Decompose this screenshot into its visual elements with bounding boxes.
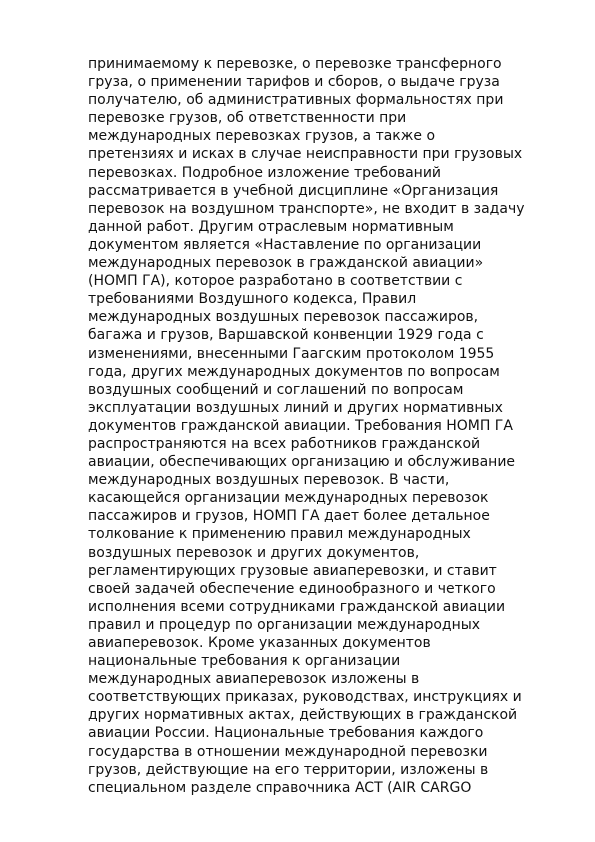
text-line: авиации России. Национальные требования каждого	[88, 725, 484, 742]
text-line: изменениями, внесенными Гаагским протоколом 1955	[88, 345, 495, 362]
text-line: получателю, об административных формальностях при	[88, 92, 504, 109]
text-line: толкование к применению правил международных	[88, 526, 471, 543]
text-line: претензиях и исках в случае неисправности при грузовых	[88, 146, 523, 163]
text-line: рассматривается в учебной дисциплине «Организация	[88, 182, 499, 199]
text-line: воздушных сообщений и соглашений по вопросам	[88, 381, 464, 398]
text-line: воздушных перевозок и других документов,	[88, 544, 420, 561]
text-line: других нормативных актах, действующих в гражданской	[88, 707, 518, 724]
text-line: специальном разделе справочника ACT (AIR CARGO	[88, 779, 472, 796]
text-line: документом является «Наставление по организации	[88, 236, 482, 253]
text-line: принимаемому к перевозке, о перевозке трансферного	[88, 56, 502, 72]
text-line: международных воздушных перевозок. В части,	[88, 472, 450, 489]
text-line: багажа и грузов, Варшавской конвенции 1929 года с	[88, 327, 484, 344]
body-text	[88, 55, 558, 797]
text-line: перевозках. Подробное изложение требований	[88, 164, 442, 181]
text-line: международных воздушных перевозок пассажиров,	[88, 309, 479, 326]
text-line: перевозке грузов, об ответственности при	[88, 110, 407, 127]
text-line: года, других международных документов по вопросам	[88, 363, 500, 380]
text-line: эксплуатации воздушных линий и других нормативных	[88, 399, 503, 416]
text-line: авиаперевозок. Кроме указанных документов	[88, 635, 431, 651]
text-line: перевозок на воздушном транспорте», не входит в задачу	[88, 200, 525, 217]
text-line: исполнения всеми сотрудниками гражданской авиации	[88, 598, 506, 615]
text-line: государства в отношении международной перевозки	[88, 743, 488, 760]
text-line: национальные требования к организации	[88, 653, 401, 670]
text-line: пассажиров и грузов, НОМП ГА дает более детальное	[88, 508, 490, 525]
text-line: грузов, действующие на его территории, изложены в	[88, 761, 489, 778]
text-line: правил и процедур по организации международных	[88, 616, 481, 633]
text-line: своей задачей обеспечение единообразного и четкого	[88, 580, 496, 597]
text-line: касающейся организации международных перевозок	[88, 490, 489, 507]
text-line: авиации, обеспечивающих организацию и обслуживание	[88, 454, 516, 471]
text-line: международных перевозок в гражданской авиации»	[88, 255, 484, 272]
text-line: требованиями Воздушного кодекса, Правил	[88, 291, 417, 308]
text-line: документов гражданской авиации. Требования НОМП ГА	[88, 417, 513, 434]
text-line: международных авиаперевозок изложены в	[88, 671, 420, 688]
text-line: данной работ. Другим отраслевым нормативным	[88, 218, 454, 235]
text-line: распространяются на всех работников гражданской	[88, 435, 481, 452]
text-line: соответствующих приказах, руководствах, инструкциях и	[88, 689, 522, 706]
text-line: груза, о применении тарифов и сборов, о выдаче груза	[88, 74, 500, 91]
text-line: (НОМП ГА), которое разработано в соответствии с	[88, 273, 463, 290]
text-line: международных перевозках грузов, а также о	[88, 128, 436, 145]
text-line: регламентирующих грузовые авиаперевозки, и ставит	[88, 562, 497, 579]
